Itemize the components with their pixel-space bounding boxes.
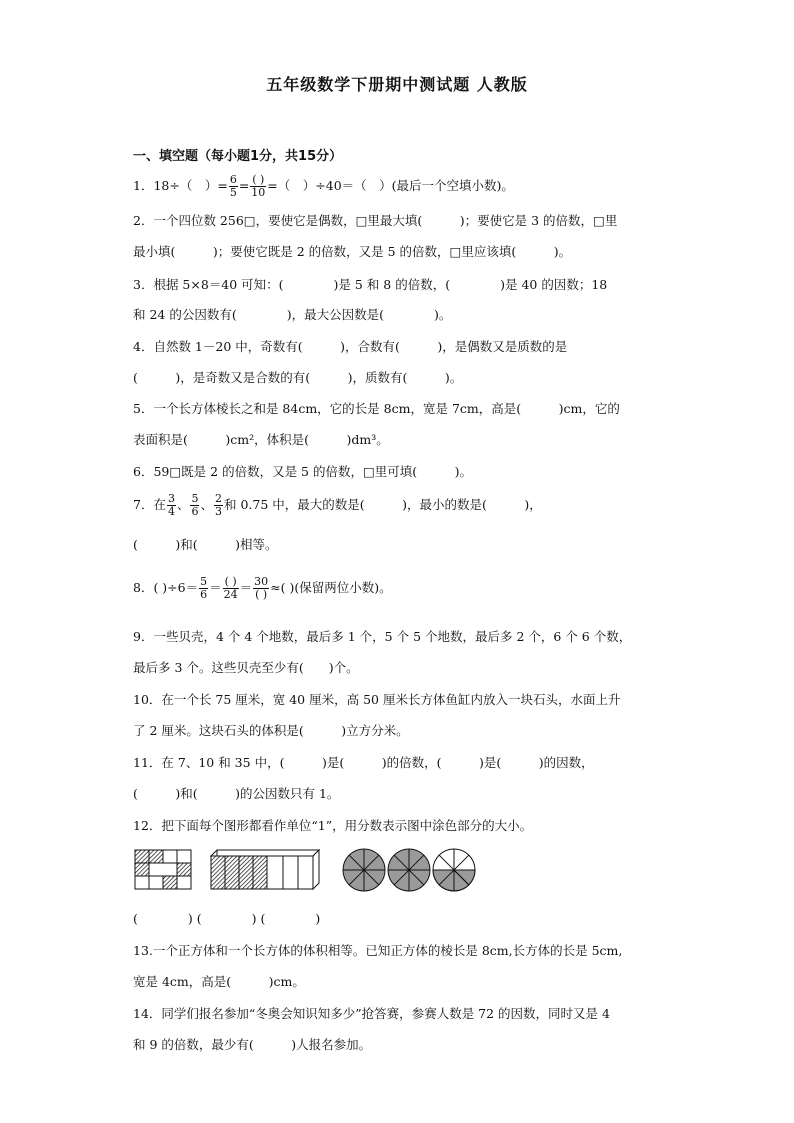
q7-fraction-1 [167, 493, 176, 518]
question-9-line-1: 9．一些贝壳，4 个 4 个地数，最后多 1 个，5 个 5 个地数，最后多 2 个，6 个 6 个数， [133, 629, 632, 644]
question-10-line-2: 了 2 厘米。这块石头的体积是( )立方分米。 [133, 723, 409, 738]
question-7-line-1 [133, 493, 542, 518]
q7-fraction-3 [214, 493, 223, 518]
question-9-line-2: 最后多 3 个。这些贝壳至少有( )个。 [133, 660, 359, 675]
question-7-line-2: ( )和( )相等。 [133, 537, 278, 552]
question-4-line-2: ( )，是奇数又是合数的有( )，质数有( )。 [133, 370, 463, 385]
q1-text-b: =（ ）÷40＝（ ）(最后一个空填小数)。 [267, 178, 514, 193]
question-8 [133, 576, 392, 601]
separator: 、 [200, 497, 213, 512]
q7-text-b: 和 0.75 中，最大的数是( )，最小的数是( )， [223, 497, 542, 512]
numerator: 5 [191, 492, 199, 505]
question-2-line-1: 2．一个四位数 256□，要使它是偶数，□里最大填( )；要使它是 3 的倍数，□里 [133, 213, 618, 228]
numerator: 30 [254, 575, 269, 588]
numerator: ( ) [224, 575, 237, 588]
question-5-line-1: 5．一个长方体棱长之和是 84cm，它的长是 8cm，宽是 7cm，高是( )cm，它的 [133, 401, 620, 416]
question-11-line-2: ( )和( )的公因数只有 1。 [133, 786, 340, 801]
circles-figure [343, 849, 475, 891]
question-13-line-1: 13.一个正方体和一个长方体的体积相等。已知正方体的棱长是 8cm,长方体的长是 5cm, [133, 943, 623, 958]
q7-fraction-2 [190, 493, 199, 518]
q1-text-a: 1．18÷（ ）= [133, 178, 228, 193]
q7-text-a: 7．在 [133, 497, 166, 512]
numerator: 2 [214, 492, 222, 505]
denominator: 24 [223, 588, 238, 601]
question-14-line-2: 和 9 的倍数，最少有( )人报名参加。 [133, 1037, 372, 1052]
q8-fraction-2 [223, 576, 239, 601]
question-4-line-1: 4．自然数 1－20 中，奇数有( )，合数有( )，是偶数又是质数的是 [133, 339, 568, 354]
q8-text-a: 8．( )÷6＝ [133, 580, 199, 595]
numerator: 5 [200, 575, 208, 588]
question-13-line-2: 宽是 4cm，高是( )cm。 [133, 974, 305, 989]
numerator: 3 [167, 492, 175, 505]
cuboid-figure [211, 850, 319, 889]
denominator: 6 [200, 588, 208, 601]
q8-fraction-1 [199, 576, 208, 601]
q1-fraction-1 [229, 174, 238, 199]
separator: 、 [176, 497, 190, 512]
q1-fraction-2 [250, 174, 266, 199]
question-5-line-2: 表面积是( )cm²，体积是( )dm³。 [133, 432, 389, 447]
question-6: 6．59□既是 2 的倍数，又是 5 的倍数，□里可填( )。 [133, 464, 473, 479]
question-3-line-1: 3．根据 5×8＝40 可知：( )是 5 和 8 的倍数，( )是 40 的因数；18 [133, 277, 608, 292]
section-heading: 一、填空题（每小题1分，共15分） [133, 149, 343, 164]
denominator: ( ) [255, 588, 268, 601]
question-12-answers: ( ) ( ) ( ) [133, 911, 321, 926]
page-title: 五年级数学下册期中测试题 人教版 [266, 75, 528, 94]
denominator: 3 [214, 505, 222, 518]
question-1: 1．18÷（ ）= $\frac{6}{5}$ = $\frac{( )}{10}$ =（ ）÷40＝（ ）(最后一个空填小数)。 [133, 173, 514, 199]
question-3-line-2: 和 24 的公因数有( )，最大公因数是( )。 [133, 307, 452, 322]
q8-fraction-3 [253, 576, 269, 601]
denominator: 5 [229, 186, 237, 199]
question-12: 12．把下面每个图形都看作单位“1”，用分数表示图中涂色部分的大小。 [133, 818, 533, 833]
question-2-line-2: 最小填( )；要使它既是 2 的倍数，又是 5 的倍数，□里应该填( )。 [133, 244, 572, 259]
numerator: ( ) [252, 173, 265, 186]
circle-1 [343, 849, 385, 891]
question-10-line-1: 10．在一个长 75 厘米，宽 40 厘米，高 50 厘米长方体鱼缸内放入一块石头，水面上升 [133, 692, 621, 707]
circle-2 [388, 849, 430, 891]
circle-3 [433, 849, 475, 891]
equals: ＝ [209, 580, 222, 595]
denominator: 10 [251, 186, 266, 199]
equals: ＝ [239, 580, 253, 595]
denominator: 4 [167, 505, 175, 518]
numerator: 6 [229, 173, 237, 186]
denominator: 6 [191, 505, 199, 518]
grid-figure [135, 850, 191, 889]
q8-text-b: ≈( )(保留两位小数)。 [270, 580, 392, 595]
q12-figures [133, 845, 493, 895]
question-14-line-1: 14．同学们报名参加“冬奥会知识知多少”抢答赛，参赛人数是 72 的因数，同时又是 4 [133, 1006, 610, 1021]
question-11-line-1: 11．在 7、10 和 35 中，( )是( )的倍数，( )是( )的因数， [133, 755, 594, 770]
